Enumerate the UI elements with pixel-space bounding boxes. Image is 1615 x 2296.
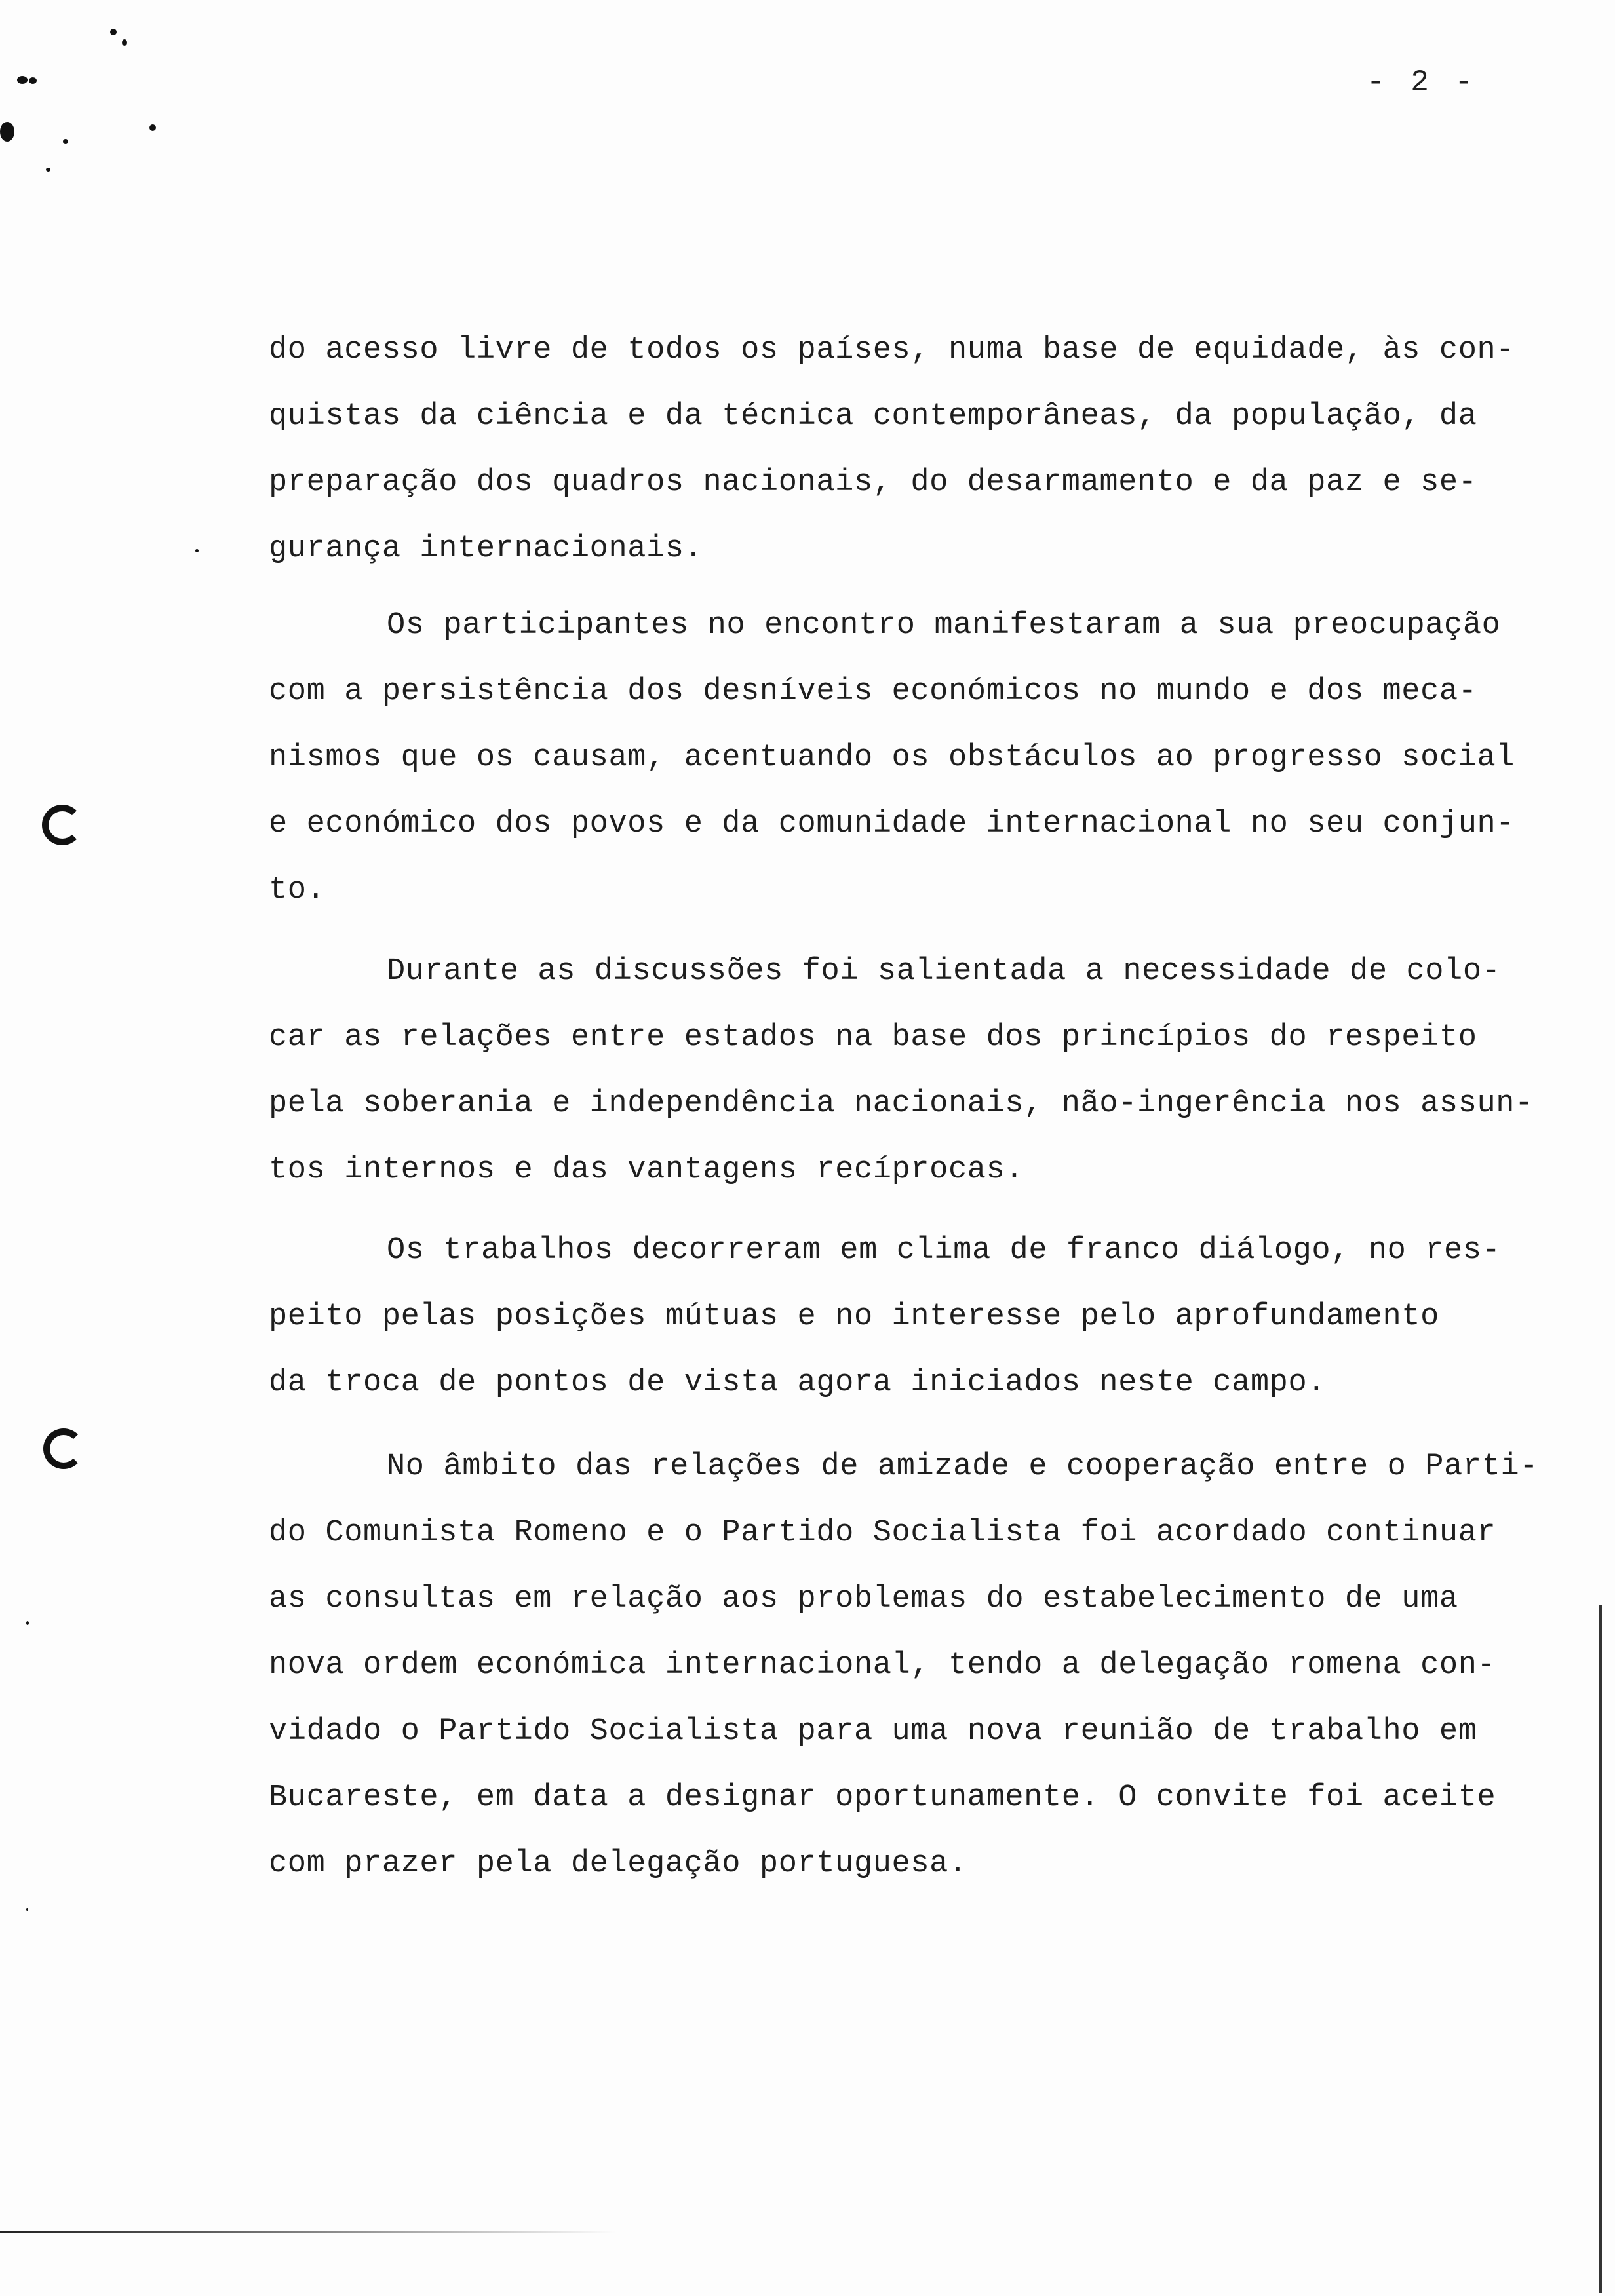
text-line: No âmbito das relações de amizade e cooperação entre o Parti-: [387, 1449, 1539, 1484]
text-line: do Comunista Romeno e o Partido Socialista foi acordado continuar: [269, 1516, 1496, 1550]
scan-speck: [26, 1621, 29, 1625]
text-line: e económico dos povos e da comunidade internacional no seu conjun-: [269, 807, 1515, 841]
text-line: as consultas em relação aos problemas do estabelecimento de uma: [269, 1582, 1458, 1617]
scan-speck: [195, 549, 199, 552]
text-line: com prazer pela delegação portuguesa.: [269, 1846, 967, 1881]
text-line: peito pelas posições mútuas e no interesse pelo aprofundamento: [269, 1299, 1439, 1334]
text-line: Os participantes no encontro manifestaram a sua preocupação: [387, 608, 1501, 643]
text-line: pela soberania e independência nacionais, não-ingerência nos assun-: [269, 1086, 1534, 1121]
scan-bottom-rule: [0, 2231, 616, 2233]
punch-hole-mark: [42, 805, 83, 845]
text-line: da troca de pontos de vista agora iniciados neste campo.: [269, 1366, 1327, 1400]
text-line: do acesso livre de todos os países, numa base de equidade, às con-: [269, 333, 1515, 368]
text-line: tos internos e das vantagens recíprocas.: [269, 1153, 1024, 1187]
text-line: preparação dos quadros nacionais, do desarmamento e da paz e se-: [269, 465, 1477, 500]
paragraph-3: [269, 938, 1573, 1203]
scan-speck: [122, 39, 127, 46]
scan-speck: [29, 77, 37, 84]
text-line: Os trabalhos decorreram em clima de franco diálogo, no res-: [387, 1233, 1501, 1268]
scan-speck: [0, 122, 14, 142]
paragraph-2: [269, 592, 1573, 923]
scan-speck: [63, 139, 68, 144]
text-line: Durante as discussões foi salientada a necessidade de colo-: [387, 954, 1501, 989]
scan-speck: [110, 29, 117, 35]
text-line: nova ordem económica internacional, tendo a delegação romena con-: [269, 1648, 1496, 1683]
text-line: car as relações entre estados na base dos princípios do respeito: [269, 1020, 1477, 1055]
scan-speck: [17, 76, 28, 84]
text-line: vidado o Partido Socialista para uma nova reunião de trabalho em: [269, 1714, 1477, 1749]
scan-speck: [149, 124, 156, 131]
page-number: - 2 -: [1367, 66, 1477, 100]
text-line: quistas da ciência e da técnica contemporâneas, da população, da: [269, 399, 1477, 434]
text-line: com a persistência dos desníveis económicos no mundo e dos meca-: [269, 674, 1477, 709]
text-line: nismos que os causam, acentuando os obstáculos ao progresso social: [269, 740, 1515, 775]
text-line: gurança internacionais.: [269, 531, 703, 566]
scan-speck: [26, 1908, 28, 1911]
paragraph-5: [269, 1434, 1573, 1897]
paragraph-4: [269, 1217, 1573, 1416]
page-edge-line: [1599, 1605, 1602, 2293]
paragraph-1: [269, 317, 1573, 582]
text-line: to.: [269, 873, 326, 908]
scan-speck: [46, 168, 50, 172]
punch-hole-mark: [43, 1428, 84, 1469]
text-line: Bucareste, em data a designar oportunamente. O convite foi aceite: [269, 1780, 1496, 1815]
